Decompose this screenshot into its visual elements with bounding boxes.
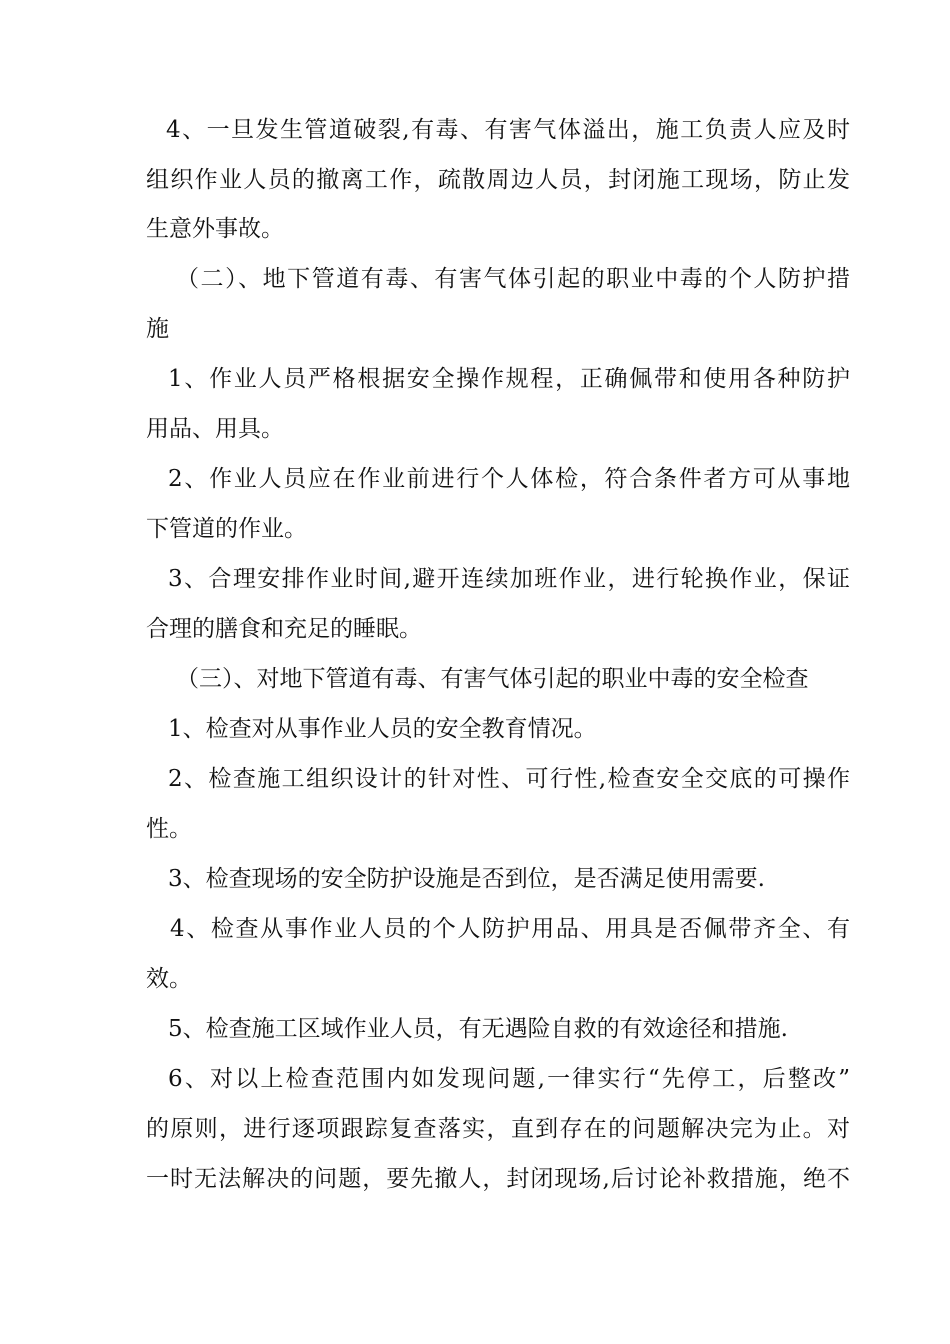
paragraph-4-line-1: 4、一旦发生管道破裂,有毒、有害气体溢出，施工负责人应及时 (166, 117, 850, 143)
item-3-line-1: 3、合理安排作业时间,避开连续加班作业，进行轮换作业，保证 (168, 566, 850, 592)
check-item-2-line-1: 2、检查施工组织设计的针对性、可行性,检查安全交底的可操作 (168, 766, 850, 792)
section-2-heading-line-1: （二）、地下管道有毒、有害气体引起的职业中毒的个人防护措 (176, 266, 850, 292)
item-1-line-2: 用品、用具。 (146, 416, 284, 442)
check-item-4-line-1: 4、检查从事作业人员的个人防护用品、用具是否佩带齐全、有 (170, 916, 850, 942)
paragraph-4-line-3: 生意外事故。 (146, 216, 284, 242)
check-item-1: 1、检查对从事作业人员的安全教育情况。 (168, 716, 597, 742)
section-3-heading: （三）、对地下管道有毒、有害气体引起的职业中毒的安全检查 (176, 666, 809, 692)
item-1-line-1: 1、作业人员严格根据安全操作规程，正确佩带和使用各种防护 (168, 366, 850, 392)
check-item-4-line-2: 效。 (146, 966, 192, 992)
item-2-line-1: 2、作业人员应在作业前进行个人体检，符合条件者方可从事地 (168, 466, 850, 492)
check-item-6-line-2: 的原则，进行逐项跟踪复查落实，直到存在的问题解决完为止。对 (146, 1116, 850, 1142)
check-item-6-line-3: 一时无法解决的问题，要先撤人，封闭现场,后讨论补救措施，绝不 (146, 1166, 850, 1192)
item-3-line-2: 合理的膳食和充足的睡眠。 (146, 616, 422, 642)
section-2-heading-line-2: 施 (146, 316, 169, 342)
item-2-line-2: 下管道的作业。 (146, 516, 307, 542)
check-item-3: 3、检查现场的安全防护设施是否到位，是否满足使用需要. (168, 866, 765, 892)
check-item-5: 5、检查施工区域作业人员，有无遇险自救的有效途径和措施. (168, 1016, 788, 1042)
check-item-2-line-2: 性。 (146, 816, 192, 842)
check-item-6-line-1: 6、对以上检查范围内如发现问题,一律实行“先停工，后整改” (168, 1066, 850, 1092)
paragraph-4-line-2: 组织作业人员的撤离工作，疏散周边人员，封闭施工现场，防止发 (146, 167, 850, 193)
